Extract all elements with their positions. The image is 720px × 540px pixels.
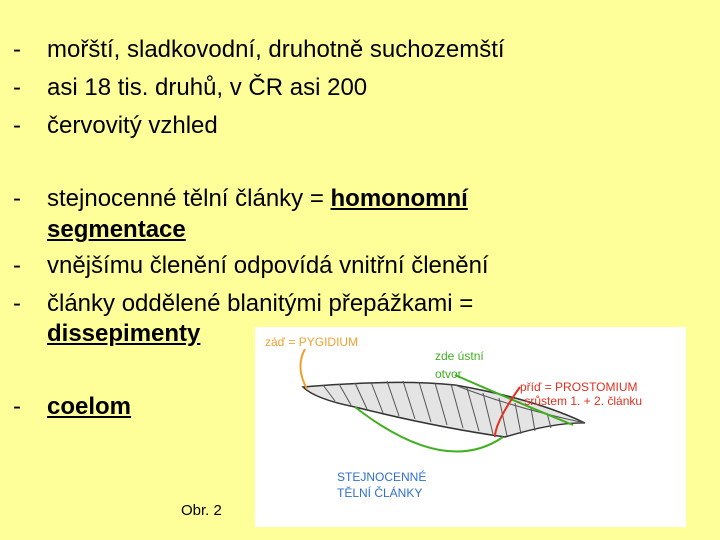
bullet-dash: -: [13, 185, 21, 212]
bullet-text: [47, 183, 468, 215]
bullet-dash: -: [13, 112, 21, 139]
bullet-text: mořští, sladkovodní, druhotně suchozemští: [47, 36, 505, 63]
term-dissepimenty: dissepimenty: [47, 320, 201, 347]
label-prostomium-note: - srůstem 1. + 2. článku: [517, 394, 643, 408]
label-prostomium: příď = PROSTOMIUM: [520, 380, 638, 394]
bullet-dash: -: [13, 290, 21, 317]
term-homonomni: homonomní: [330, 185, 468, 212]
label-segments-1: STEJNOCENNÉ: [337, 470, 427, 484]
bullet-dash: -: [13, 74, 21, 101]
bullet-text: asi 18 tis. druhů, v ČR asi 200: [47, 74, 368, 101]
bullet-text-plain: stejnocenné tělní články =: [47, 185, 331, 212]
bullet-dash: -: [13, 36, 21, 63]
bullet-text: vnějšímu členění odpovídá vnitřní členění: [47, 252, 489, 279]
bullet-dash: -: [13, 252, 21, 279]
label-pygidium: záď = PYGIDIUM: [265, 335, 359, 349]
pygidium-arrow: [300, 349, 307, 389]
bullet-text: články oddělené blanitými přepážkami =: [47, 290, 474, 317]
term-coelom: coelom: [47, 393, 132, 420]
figure-caption: Obr. 2: [181, 502, 222, 519]
term-segmentace: segmentace: [47, 216, 186, 243]
annelid-figure: [255, 327, 686, 527]
bullet-text: červovitý vzhled: [47, 112, 218, 139]
label-mouth-2: otvor: [435, 367, 462, 381]
label-mouth-1: zde ústní: [435, 349, 484, 363]
bullet-dash: -: [13, 393, 21, 420]
label-segments-2: TĚLNÍ ČLÁNKY: [337, 486, 423, 500]
